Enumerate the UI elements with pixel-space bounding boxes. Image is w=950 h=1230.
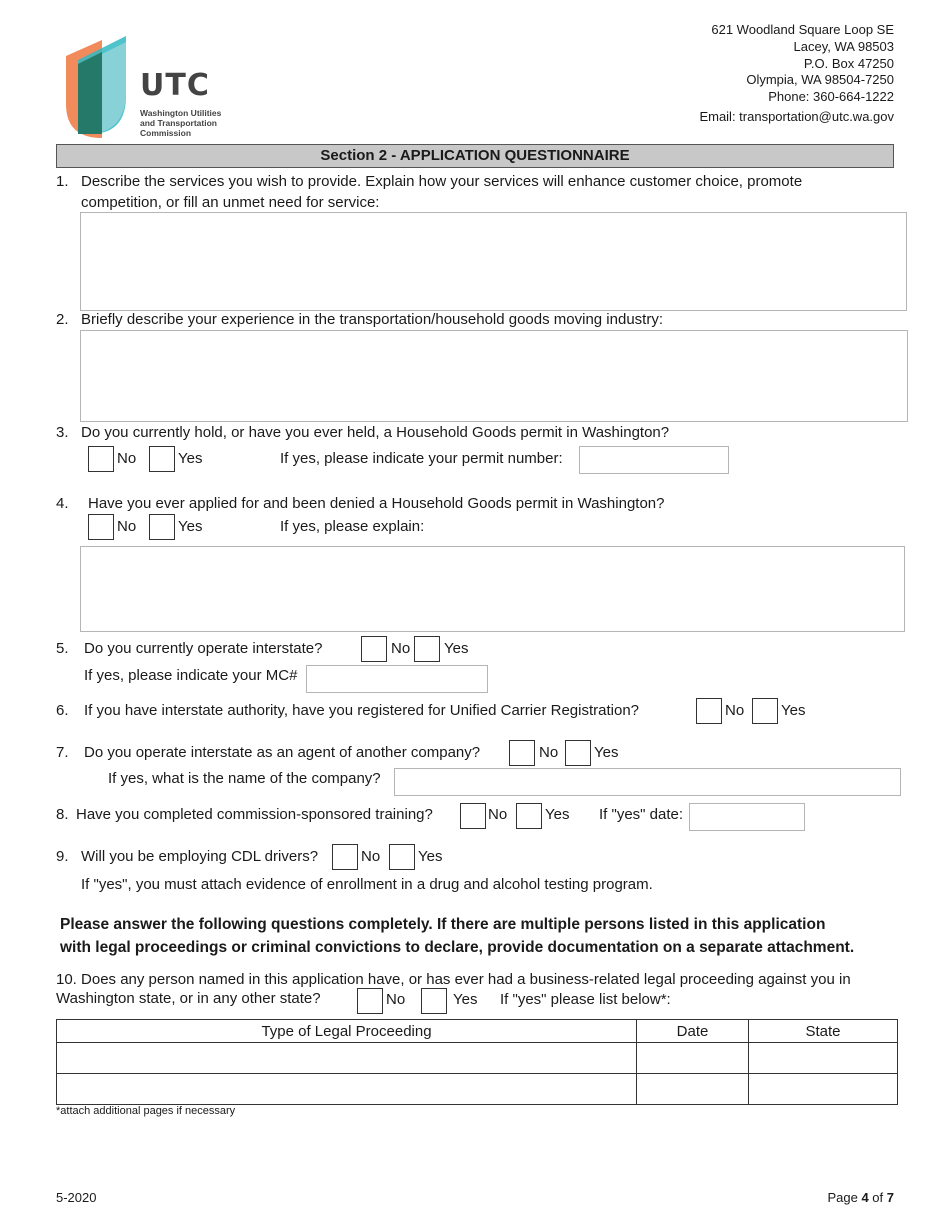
table-cell-type[interactable]: [57, 1074, 637, 1105]
q8-text: Have you completed commission-sponsored training?: [76, 806, 433, 823]
logo-title: UTC: [140, 68, 210, 103]
page-of: of: [868, 1190, 887, 1205]
q2-text: Briefly describe your experience in the transportation/household goods moving industry:: [81, 311, 663, 328]
q10-text-line1: 10. Does any person named in this application have, or has ever had a business-related legal proceeding against you in: [56, 971, 851, 988]
address-line3: P.O. Box 47250: [803, 55, 894, 71]
q2-experience-textarea[interactable]: [80, 330, 908, 422]
utc-logo-mark: [64, 34, 130, 139]
q4-no-checkbox[interactable]: [88, 514, 114, 540]
q8-number: 8.: [56, 806, 69, 823]
table-cell-date[interactable]: [637, 1074, 749, 1105]
page-total: 7: [886, 1190, 894, 1205]
address-line2: Lacey, WA 98503: [793, 38, 894, 54]
q3-followup-label: If yes, please indicate your permit number:: [280, 450, 563, 467]
page-number: [827, 1189, 894, 1207]
q6-no-label: No: [725, 702, 745, 719]
legal-proceedings-table: [56, 1019, 898, 1105]
q5-yes-checkbox[interactable]: [414, 636, 440, 662]
q4-number: 4.: [56, 495, 69, 512]
q7-number: 7.: [56, 744, 69, 761]
q5-no-checkbox[interactable]: [361, 636, 387, 662]
q5-text: Do you currently operate interstate?: [84, 640, 323, 657]
instructions-line2: with legal proceedings or criminal convictions to declare, provide documentation on a separate attachment.: [60, 939, 855, 956]
table-cell-date[interactable]: [637, 1043, 749, 1074]
q7-company-name-input[interactable]: [394, 768, 901, 796]
q8-no-label: No: [488, 806, 508, 823]
q6-yes-label: Yes: [781, 702, 806, 719]
q3-no-checkbox[interactable]: [88, 446, 114, 472]
q7-no-checkbox[interactable]: [509, 740, 535, 766]
q10-no-label: No: [386, 991, 406, 1008]
q9-no-checkbox[interactable]: [332, 844, 358, 870]
q4-no-label: No: [117, 518, 137, 535]
section-title: Section 2 - APPLICATION QUESTIONNAIRE: [320, 147, 630, 164]
q1-text-line2: competition, or fill an unmet need for service:: [81, 194, 380, 211]
q2-number: 2.: [56, 311, 69, 328]
q3-permit-number-input[interactable]: [579, 446, 729, 474]
table-cell-state[interactable]: [749, 1074, 898, 1105]
q4-yes-checkbox[interactable]: [149, 514, 175, 540]
column-header-state: State: [749, 1020, 898, 1043]
page-prefix: Page: [827, 1190, 862, 1205]
q9-note: If "yes", you must attach evidence of enrollment in a drug and alcohol testing program.: [81, 876, 653, 893]
q4-followup-label: If yes, please explain:: [280, 518, 425, 535]
table-row: [57, 1043, 898, 1074]
q3-text: Do you currently hold, or have you ever held, a Household Goods permit in Washington?: [81, 424, 670, 441]
q6-number: 6.: [56, 702, 69, 719]
q8-yes-label: Yes: [545, 806, 570, 823]
column-header-type: Type of Legal Proceeding: [57, 1020, 637, 1043]
q1-services-textarea[interactable]: [80, 212, 907, 311]
table-cell-state[interactable]: [749, 1043, 898, 1074]
q6-yes-checkbox[interactable]: [752, 698, 778, 724]
q3-yes-checkbox[interactable]: [149, 446, 175, 472]
table-cell-type[interactable]: [57, 1043, 637, 1074]
q10-no-checkbox[interactable]: [357, 988, 383, 1014]
q10-followup-label: If "yes" please list below*:: [500, 991, 671, 1008]
q3-yes-label: Yes: [178, 450, 203, 467]
q10-text-line2: Washington state, or in any other state?: [56, 990, 321, 1007]
q1-text-line1: Describe the services you wish to provide. Explain how your services will enhance customer choice, promote: [81, 173, 803, 190]
q3-number: 3.: [56, 424, 69, 441]
q6-text: If you have interstate authority, have you registered for Unified Carrier Registration?: [84, 702, 639, 719]
q1-number: 1.: [56, 173, 69, 190]
table-footnote: *attach additional pages if necessary: [56, 1105, 236, 1117]
logo-subtitle-line1: Washington Utilities: [140, 108, 222, 118]
q8-followup-label: If "yes" date:: [599, 806, 684, 823]
q9-text: Will you be employing CDL drivers?: [81, 848, 319, 865]
q7-yes-checkbox[interactable]: [565, 740, 591, 766]
q4-text: Have you ever applied for and been denied a Household Goods permit in Washington?: [88, 495, 665, 512]
q4-explain-textarea[interactable]: [80, 546, 905, 632]
address-line1: 621 Woodland Square Loop SE: [711, 22, 894, 37]
address-line5: Phone: 360-664-1222: [768, 89, 894, 105]
q9-yes-checkbox[interactable]: [389, 844, 415, 870]
section-title-bar: [56, 144, 894, 168]
column-header-date: Date: [637, 1020, 749, 1043]
utc-logo: [64, 34, 234, 139]
q8-yes-checkbox[interactable]: [516, 803, 542, 829]
q5-number: 5.: [56, 640, 69, 657]
q9-no-label: No: [361, 848, 381, 865]
logo-subtitle-line2: and Transportation: [140, 118, 217, 128]
q9-number: 9.: [56, 848, 69, 865]
q7-yes-label: Yes: [594, 744, 619, 761]
q5-no-label: No: [391, 640, 411, 657]
q5-followup-label: If yes, please indicate your MC#: [84, 667, 298, 684]
q7-no-label: No: [539, 744, 559, 761]
q4-yes-label: Yes: [178, 518, 203, 535]
q8-no-checkbox[interactable]: [460, 803, 486, 829]
q7-followup-label: If yes, what is the name of the company?: [108, 770, 381, 787]
address-email: Email: transportation@utc.wa.gov: [699, 108, 894, 124]
address-block: [699, 22, 894, 126]
q3-no-label: No: [117, 450, 137, 467]
page-current: 4: [861, 1190, 869, 1205]
q10-yes-label: Yes: [453, 991, 478, 1008]
q10-yes-checkbox[interactable]: [421, 988, 447, 1014]
q9-yes-label: Yes: [418, 848, 443, 865]
q6-no-checkbox[interactable]: [696, 698, 722, 724]
instructions-line1: Please answer the following questions completely. If there are multiple persons listed in this application: [60, 916, 826, 933]
q7-text: Do you operate interstate as an agent of another company?: [84, 744, 481, 761]
address-line4: Olympia, WA 98504-7250: [746, 72, 894, 88]
form-version: 5-2020: [56, 1190, 97, 1205]
q5-mc-number-input[interactable]: [306, 665, 488, 693]
table-row: [57, 1074, 898, 1105]
logo-subtitle-line3: Commission: [140, 128, 192, 138]
table-header-row: [57, 1020, 898, 1043]
q8-training-date-input[interactable]: [689, 803, 805, 831]
logo-subtitle: [140, 108, 221, 138]
q5-yes-label: Yes: [444, 640, 469, 657]
